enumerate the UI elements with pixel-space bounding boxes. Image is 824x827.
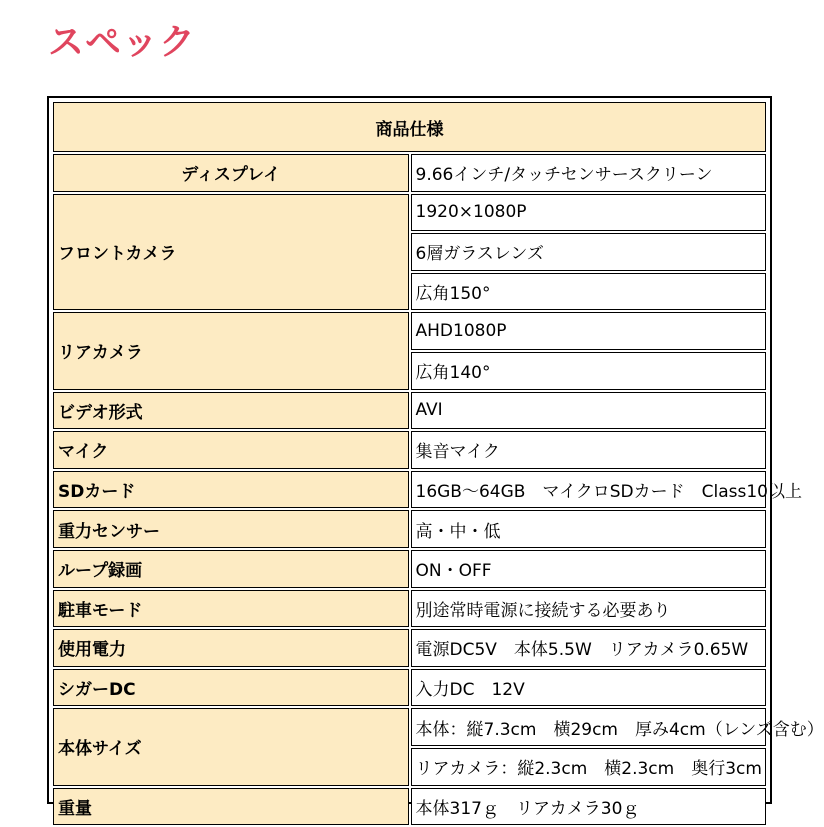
spec-label: ディスプレイ <box>53 154 409 192</box>
table-header: 商品仕様 <box>53 102 766 152</box>
spec-value: 広角150° <box>411 273 767 311</box>
spec-value: AHD1080P <box>411 312 767 350</box>
table-header-row <box>53 102 766 152</box>
spec-value: 入力DC 12V <box>411 669 767 707</box>
spec-label: 本体サイズ <box>53 708 409 785</box>
table-row <box>53 629 766 667</box>
spec-table <box>51 100 824 827</box>
spec-value: AVI <box>411 392 767 430</box>
spec-value: 電源DC5V 本体5.5W リアカメラ0.65W <box>411 629 767 667</box>
table-row <box>53 708 766 746</box>
spec-label: マイク <box>53 431 409 469</box>
spec-label: 使用電力 <box>53 629 409 667</box>
table-row <box>53 392 766 430</box>
spec-label: ループ録画 <box>53 550 409 588</box>
spec-value: 広角140° <box>411 352 767 390</box>
spec-value: 1920×1080P <box>411 194 767 232</box>
table-row <box>53 510 766 548</box>
table-row <box>53 194 766 232</box>
spec-label: リアカメラ <box>53 312 409 389</box>
page-title: スペック <box>48 22 197 63</box>
spec-value: 16GB～64GB マイクロSDカード Class10以上 <box>411 471 767 509</box>
spec-label: シガーDC <box>53 669 409 707</box>
table-row <box>53 788 766 826</box>
table-row <box>53 154 766 192</box>
spec-value: リアカメラ：縦2.3cm 横2.3cm 奥行3cm <box>411 748 767 786</box>
table-row <box>53 312 766 350</box>
spec-label: ビデオ形式 <box>53 392 409 430</box>
spec-value: 本体317ｇ リアカメラ30ｇ <box>411 788 767 826</box>
spec-value: 9.66インチ/タッチセンサースクリーン <box>411 154 767 192</box>
spec-value: 別途常時電源に接続する必要あり <box>411 590 767 628</box>
spec-label: 重量 <box>53 788 409 826</box>
spec-label: 重力センサー <box>53 510 409 548</box>
spec-value: ON・OFF <box>411 550 767 588</box>
spec-table-frame <box>47 96 824 819</box>
spec-value: 本体：縦7.3cm 横29cm 厚み4cm（レンズ含む） <box>411 708 767 746</box>
spec-value: 高・中・低 <box>411 510 767 548</box>
table-row <box>53 590 766 628</box>
spec-label: フロントカメラ <box>53 194 409 311</box>
spec-label: 駐車モード <box>53 590 409 628</box>
table-row <box>53 669 766 707</box>
table-row <box>53 431 766 469</box>
spec-label: SDカード <box>53 471 409 509</box>
table-row <box>53 550 766 588</box>
spec-value: 6層ガラスレンズ <box>411 233 767 271</box>
table-row <box>53 471 766 509</box>
spec-value: 集音マイク <box>411 431 767 469</box>
